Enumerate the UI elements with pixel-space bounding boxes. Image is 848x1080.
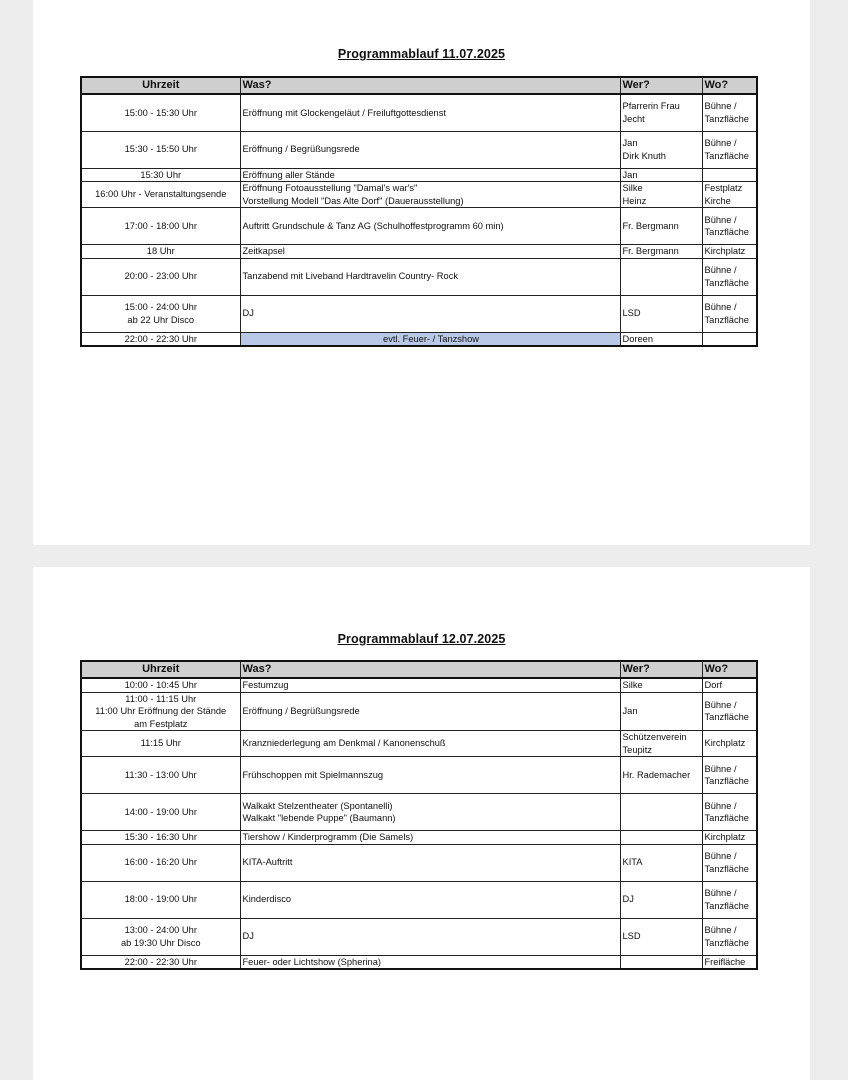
who-cell <box>620 757 702 794</box>
table-row <box>81 692 757 731</box>
cell-line: evtl. Feuer- / Tanzshow <box>383 333 479 344</box>
cell-line: Vorstellung Modell "Das Alte Dorf" (Dauerausstellung) <box>242 195 464 206</box>
what-cell <box>240 208 620 245</box>
where-cell <box>702 208 757 245</box>
who-cell <box>620 918 702 955</box>
cell-line: Schützenverein <box>622 732 687 742</box>
where-cell <box>702 881 757 918</box>
what-cell <box>240 295 620 332</box>
time-cell <box>81 881 240 918</box>
cell-line: Doreen <box>622 333 653 344</box>
cell-line: 11:00 - 11:15 Uhr <box>125 693 197 704</box>
cell-line: Fr. Bergmann <box>622 246 679 256</box>
cell-line: Eröffnung mit Glockengeläut / Freiluftgottesdienst <box>242 107 446 118</box>
where-cell <box>702 794 757 831</box>
time-cell <box>81 955 240 969</box>
table-row <box>81 208 757 245</box>
where-cell <box>702 94 757 131</box>
schedule-table <box>80 660 758 970</box>
table-row <box>81 168 757 182</box>
what-cell <box>240 757 620 794</box>
cell-line: Eröffnung / Begrüßungsrede <box>242 144 360 155</box>
table-row <box>81 245 757 259</box>
where-cell <box>702 918 757 955</box>
cell-line: Festumzug <box>242 680 289 690</box>
cell-line: Bühne / <box>704 851 737 861</box>
cell-line: 14:00 - 19:00 Uhr <box>124 806 197 817</box>
cell-line: Pfarrerin Frau <box>622 101 680 112</box>
table-row <box>81 332 757 346</box>
time-cell <box>81 731 240 757</box>
cell-line: Tanzfläche <box>704 863 749 874</box>
where-cell <box>702 844 757 881</box>
time-cell <box>81 831 240 845</box>
cell-line: Bühne / <box>704 265 737 275</box>
cell-line: Jan <box>622 138 638 148</box>
what-cell <box>240 94 620 131</box>
cell-line: Zeitkapsel <box>242 246 285 256</box>
what-cell <box>240 844 620 881</box>
cell-line: ab 19:30 Uhr Disco <box>120 937 201 948</box>
who-cell <box>620 208 702 245</box>
what-cell <box>240 131 620 168</box>
header-who: Wer? <box>620 661 702 678</box>
cell-line: 11:30 - 13:00 Uhr <box>124 769 197 780</box>
table-row <box>81 757 757 794</box>
who-cell <box>620 245 702 259</box>
cell-line: 16:00 Uhr - Veranstaltungsende <box>95 189 227 200</box>
who-cell <box>620 258 702 295</box>
what-cell <box>240 918 620 955</box>
table-row <box>81 918 757 955</box>
who-cell <box>620 831 702 845</box>
cell-line: Silke <box>622 680 643 690</box>
cell-line: 11:15 Uhr <box>140 738 181 749</box>
cell-line: Freifläche <box>704 956 746 967</box>
cell-line: Teupitz <box>622 744 652 755</box>
time-cell <box>81 692 240 731</box>
table-row <box>81 182 757 208</box>
who-cell <box>620 332 702 346</box>
header-who: Wer? <box>620 77 702 94</box>
cell-line: KITA-Auftritt <box>242 857 293 868</box>
cell-line: LSD <box>622 931 641 942</box>
cell-line: Bühne / <box>704 763 737 774</box>
table-row <box>81 131 757 168</box>
time-cell <box>81 168 240 182</box>
cell-line: Kinderdisco <box>242 894 292 905</box>
time-cell <box>81 94 240 131</box>
who-cell <box>620 794 702 831</box>
cell-line: Walkakt Stelzentheater (Spontanelli) <box>242 800 393 811</box>
cell-line: Bühne / <box>704 888 737 898</box>
cell-line: Jecht <box>622 113 645 124</box>
cell-line: 15:00 - 24:00 Uhr <box>124 302 197 312</box>
cell-line: 13:00 - 24:00 Uhr <box>124 925 197 935</box>
what-cell <box>240 692 620 731</box>
table-row <box>81 295 757 332</box>
where-cell <box>702 245 757 259</box>
cell-line: 18:00 - 19:00 Uhr <box>124 894 197 905</box>
who-cell <box>620 295 702 332</box>
cell-line: DJ <box>622 894 634 905</box>
what-cell <box>240 168 620 182</box>
table-row <box>81 955 757 969</box>
time-cell <box>81 131 240 168</box>
cell-line: Kirchplatz <box>704 246 746 256</box>
cell-line: Bühne / <box>704 699 737 710</box>
what-cell <box>240 245 620 259</box>
header-where: Wo? <box>702 77 757 94</box>
where-cell <box>702 731 757 757</box>
cell-line: am Festplatz <box>134 718 188 729</box>
document-page-2 <box>33 567 810 1080</box>
cell-line: DJ <box>242 308 254 319</box>
time-cell <box>81 918 240 955</box>
what-cell <box>240 831 620 845</box>
cell-line: Kirche <box>704 195 731 206</box>
time-cell <box>81 844 240 881</box>
cell-line: Tanzfläche <box>704 277 749 288</box>
cell-line: Fr. Bergmann <box>622 220 679 231</box>
cell-line: Silke <box>622 183 643 193</box>
cell-line: Jan <box>622 169 638 180</box>
time-cell <box>81 678 240 692</box>
cell-line: 16:00 - 16:20 Uhr <box>124 857 197 868</box>
time-cell <box>81 182 240 208</box>
where-cell <box>702 258 757 295</box>
cell-line: Eröffnung / Begrüßungsrede <box>242 706 360 716</box>
cell-line: 22:00 - 22:30 Uhr <box>124 956 197 967</box>
time-cell <box>81 245 240 259</box>
cell-line: Tanzfläche <box>704 227 749 237</box>
cell-line: Bühne / <box>704 214 737 225</box>
cell-line: 22:00 - 22:30 Uhr <box>124 333 197 344</box>
where-cell <box>702 692 757 731</box>
cell-line: LSD <box>622 308 641 319</box>
table-row <box>81 731 757 757</box>
where-cell <box>702 168 757 182</box>
what-cell <box>240 258 620 295</box>
cell-line: 20:00 - 23:00 Uhr <box>124 271 197 282</box>
where-cell <box>702 955 757 969</box>
what-cell <box>240 182 620 208</box>
cell-line: Tanzfläche <box>704 813 749 823</box>
cell-line: 11:00 Uhr Eröffnung der Stände <box>95 706 227 716</box>
cell-line: Bühne / <box>704 302 737 312</box>
cell-line: ab 22 Uhr Disco <box>127 314 195 325</box>
what-cell <box>240 881 620 918</box>
where-cell <box>702 757 757 794</box>
time-cell <box>81 258 240 295</box>
table-row <box>81 678 757 692</box>
header-what: Was? <box>240 661 620 678</box>
what-cell <box>240 731 620 757</box>
cell-line: Tanzabend mit Liveband Hardtravelin Country- Rock <box>242 271 458 282</box>
who-cell <box>620 168 702 182</box>
cell-line: 15:30 - 16:30 Uhr <box>124 832 197 842</box>
cell-line: Eröffnung aller Stände <box>242 169 335 180</box>
where-cell <box>702 332 757 346</box>
cell-line: Dorf <box>704 680 723 690</box>
cell-line: Bühne / <box>704 800 737 811</box>
time-cell <box>81 794 240 831</box>
cell-line: 15:30 - 15:50 Uhr <box>124 144 197 155</box>
cell-line: 15:30 Uhr <box>140 169 182 180</box>
cell-line: Bühne / <box>704 925 737 935</box>
who-cell <box>620 731 702 757</box>
cell-line: Walkakt "lebende Puppe" (Baumann) <box>242 813 396 823</box>
cell-line: Bühne / <box>704 138 737 148</box>
who-cell <box>620 955 702 969</box>
table-header-row <box>81 77 757 94</box>
document-page-1 <box>33 0 810 545</box>
page-title: Programmablauf 11.07.2025 <box>337 47 506 61</box>
where-cell <box>702 295 757 332</box>
who-cell <box>620 182 702 208</box>
cell-line: Feuer- oder Lichtshow (Spherina) <box>242 956 381 967</box>
what-cell <box>240 955 620 969</box>
cell-line: Frühschoppen mit Spielmannszug <box>242 769 384 780</box>
who-cell <box>620 881 702 918</box>
cell-line: DJ <box>242 931 254 942</box>
cell-line: Hr. Rademacher <box>622 769 691 780</box>
header-where: Wo? <box>702 661 757 678</box>
header-time: Uhrzeit <box>81 661 240 678</box>
what-cell <box>240 678 620 692</box>
cell-line: Tanzfläche <box>704 712 749 723</box>
cell-line: KITA <box>622 857 643 868</box>
cell-line: Tanzfläche <box>704 776 749 786</box>
cell-line: Tanzfläche <box>704 113 749 124</box>
cell-line: 18 Uhr <box>146 246 175 256</box>
where-cell <box>702 131 757 168</box>
cell-line: Tanzfläche <box>704 900 749 911</box>
cell-line: Jan <box>622 706 638 716</box>
cell-line: Heinz <box>622 195 647 206</box>
time-cell <box>81 757 240 794</box>
cell-line: Auftritt Grundschule & Tanz AG (Schulhoffestprogramm 60 min) <box>242 220 504 231</box>
where-cell <box>702 182 757 208</box>
table-row <box>81 881 757 918</box>
what-cell <box>240 794 620 831</box>
time-cell <box>81 295 240 332</box>
who-cell <box>620 131 702 168</box>
cell-line: 15:00 - 15:30 Uhr <box>124 107 197 118</box>
cell-line: Kirchplatz <box>704 832 746 842</box>
schedule-table <box>80 76 758 347</box>
cell-line: Bühne / <box>704 101 737 112</box>
who-cell <box>620 692 702 731</box>
table-row <box>81 831 757 845</box>
header-what: Was? <box>240 77 620 94</box>
cell-line: Festplatz <box>704 183 743 193</box>
page-title: Programmablauf 12.07.2025 <box>337 632 506 646</box>
cell-line: Kirchplatz <box>704 738 746 749</box>
cell-line: Eröffnung Fotoausstellung "Damal's war's" <box>242 183 418 193</box>
table-row <box>81 258 757 295</box>
where-cell <box>702 678 757 692</box>
cell-line: Kranzniederlegung am Denkmal / Kanonenschuß <box>242 738 446 749</box>
cell-line: 17:00 - 18:00 Uhr <box>124 220 197 231</box>
cell-line: Tanzfläche <box>704 150 749 161</box>
cell-line: 10:00 - 10:45 Uhr <box>124 680 197 690</box>
time-cell <box>81 332 240 346</box>
who-cell <box>620 94 702 131</box>
cell-line: Tanzfläche <box>704 937 749 948</box>
who-cell <box>620 678 702 692</box>
who-cell <box>620 844 702 881</box>
header-time: Uhrzeit <box>81 77 240 94</box>
cell-line: Tanzfläche <box>704 314 749 325</box>
table-row <box>81 794 757 831</box>
table-row <box>81 844 757 881</box>
time-cell <box>81 208 240 245</box>
cell-line: Tiershow / Kinderprogramm (Die Samels) <box>242 832 414 842</box>
what-cell <box>240 332 620 346</box>
where-cell <box>702 831 757 845</box>
table-header-row <box>81 661 757 678</box>
cell-line: Dirk Knuth <box>622 150 666 161</box>
table-row <box>81 94 757 131</box>
